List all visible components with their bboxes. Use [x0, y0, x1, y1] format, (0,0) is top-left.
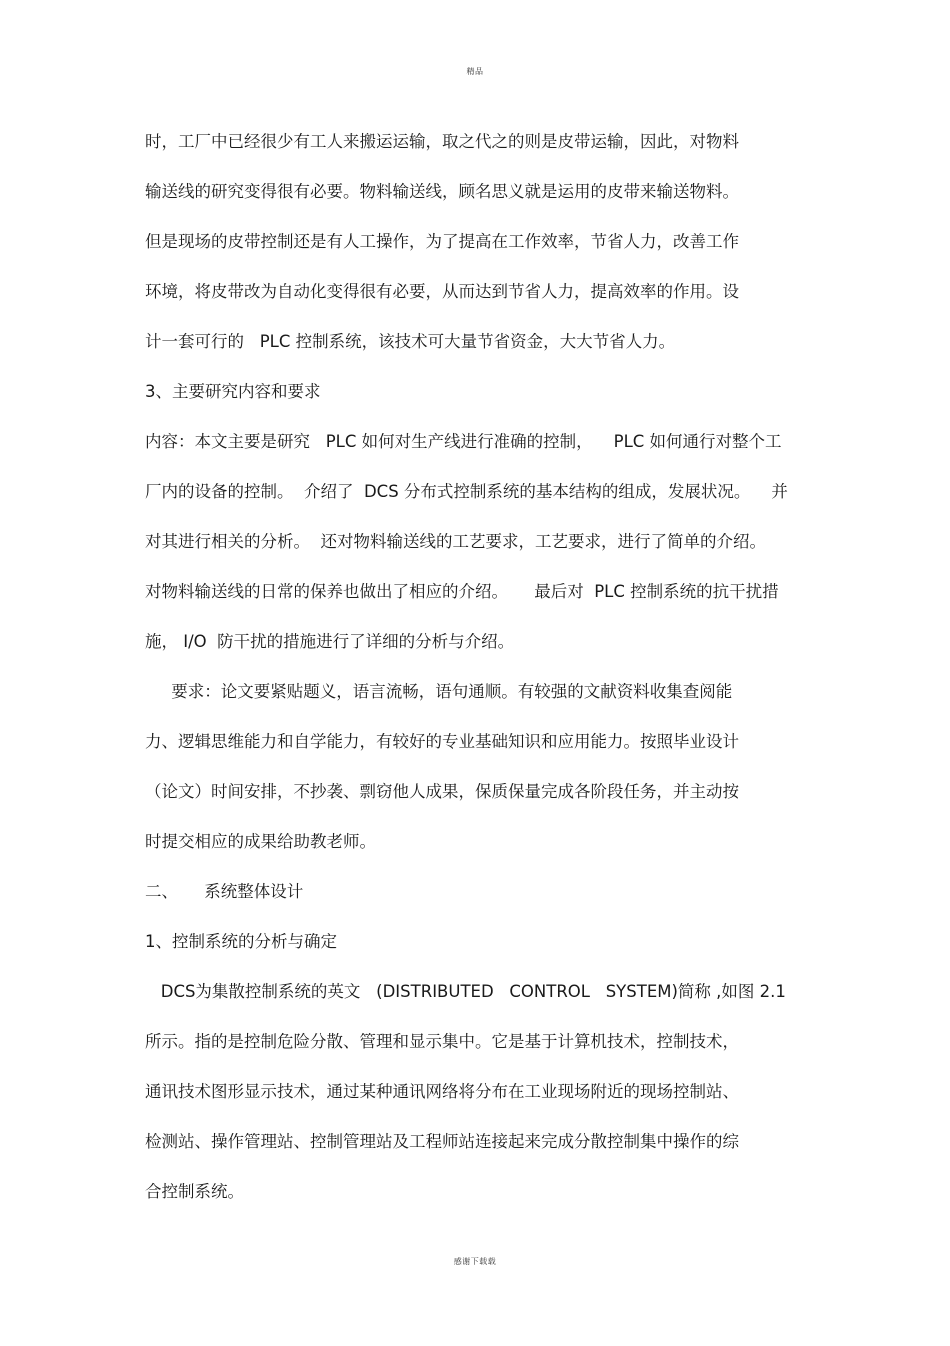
section-heading: 3、主要研究内容和要求	[145, 382, 321, 401]
text-line: 时，工厂中已经很少有工人来搬运运输，取之代之的则是皮带运输，因此，对物料	[145, 132, 739, 151]
text-line: （论文）时间安排，不抄袭、剽窃他人成果，保质保量完成各阶段任务，并主动按	[145, 782, 739, 801]
section-heading: 1、控制系统的分析与确定	[145, 932, 337, 951]
text-line: 环境，将皮带改为自动化变得很有必要，从而达到节省人力，提高效率的作用。设	[145, 282, 739, 301]
text-line: 厂内的设备的控制。 介绍了 DCS 分布式控制系统的基本结构的组成，发展状况。 并	[145, 482, 788, 501]
text-line: 检测站、操作管理站、控制管理站及工程师站连接起来完成分散控制集中操作的综	[145, 1132, 739, 1151]
text-line: 通讯技术图形显示技术，通过某种通讯网络将分布在工业现场附近的现场控制站、	[145, 1082, 739, 1101]
text-line: 计一套可行的 PLC 控制系统，该技术可大量节省资金，大大节省人力。	[145, 332, 676, 351]
text-line: 对物料输送线的日常的保养也做出了相应的介绍。 最后对 PLC 控制系统的抗干扰措	[145, 582, 779, 601]
text-line: 施， I/O 防干扰的措施进行了详细的分析与介绍。	[145, 632, 515, 651]
chapter-heading: 二、 系统整体设计	[145, 882, 304, 901]
text-line: 但是现场的皮带控制还是有人工操作，为了提高在工作效率，节省人力，改善工作	[145, 232, 739, 251]
page-footer-mark: 感谢下载载	[453, 1257, 497, 1266]
text-line: 内容：本文主要是研究 PLC 如何对生产线进行准确的控制， PLC 如何通行对整个工	[145, 432, 782, 451]
text-line: 输送线的研究变得很有必要。物料输送线，顾名思义就是运用的皮带来输送物料。	[145, 182, 739, 201]
text-line: 要求：论文要紧贴题义，语言流畅，语句通顺。有较强的文献资料收集查阅能	[145, 682, 733, 701]
page-header-mark: 精品	[466, 67, 484, 76]
text-line: 对其进行相关的分析。 还对物料输送线的工艺要求，工艺要求，进行了简单的介绍。	[145, 532, 766, 551]
text-line: DCS为集散控制系统的英文 (DISTRIBUTED CONTROL SYSTEM)简称 ,如图 2.1	[145, 982, 786, 1001]
text-line: 所示。指的是控制危险分散、管理和显示集中。它是基于计算机技术，控制技术，	[145, 1032, 739, 1051]
text-line: 时提交相应的成果给助教老师。	[145, 832, 376, 851]
text-line: 合控制系统。	[145, 1182, 244, 1201]
text-line: 力、逻辑思维能力和自学能力，有较好的专业基础知识和应用能力。按照毕业设计	[145, 732, 739, 751]
